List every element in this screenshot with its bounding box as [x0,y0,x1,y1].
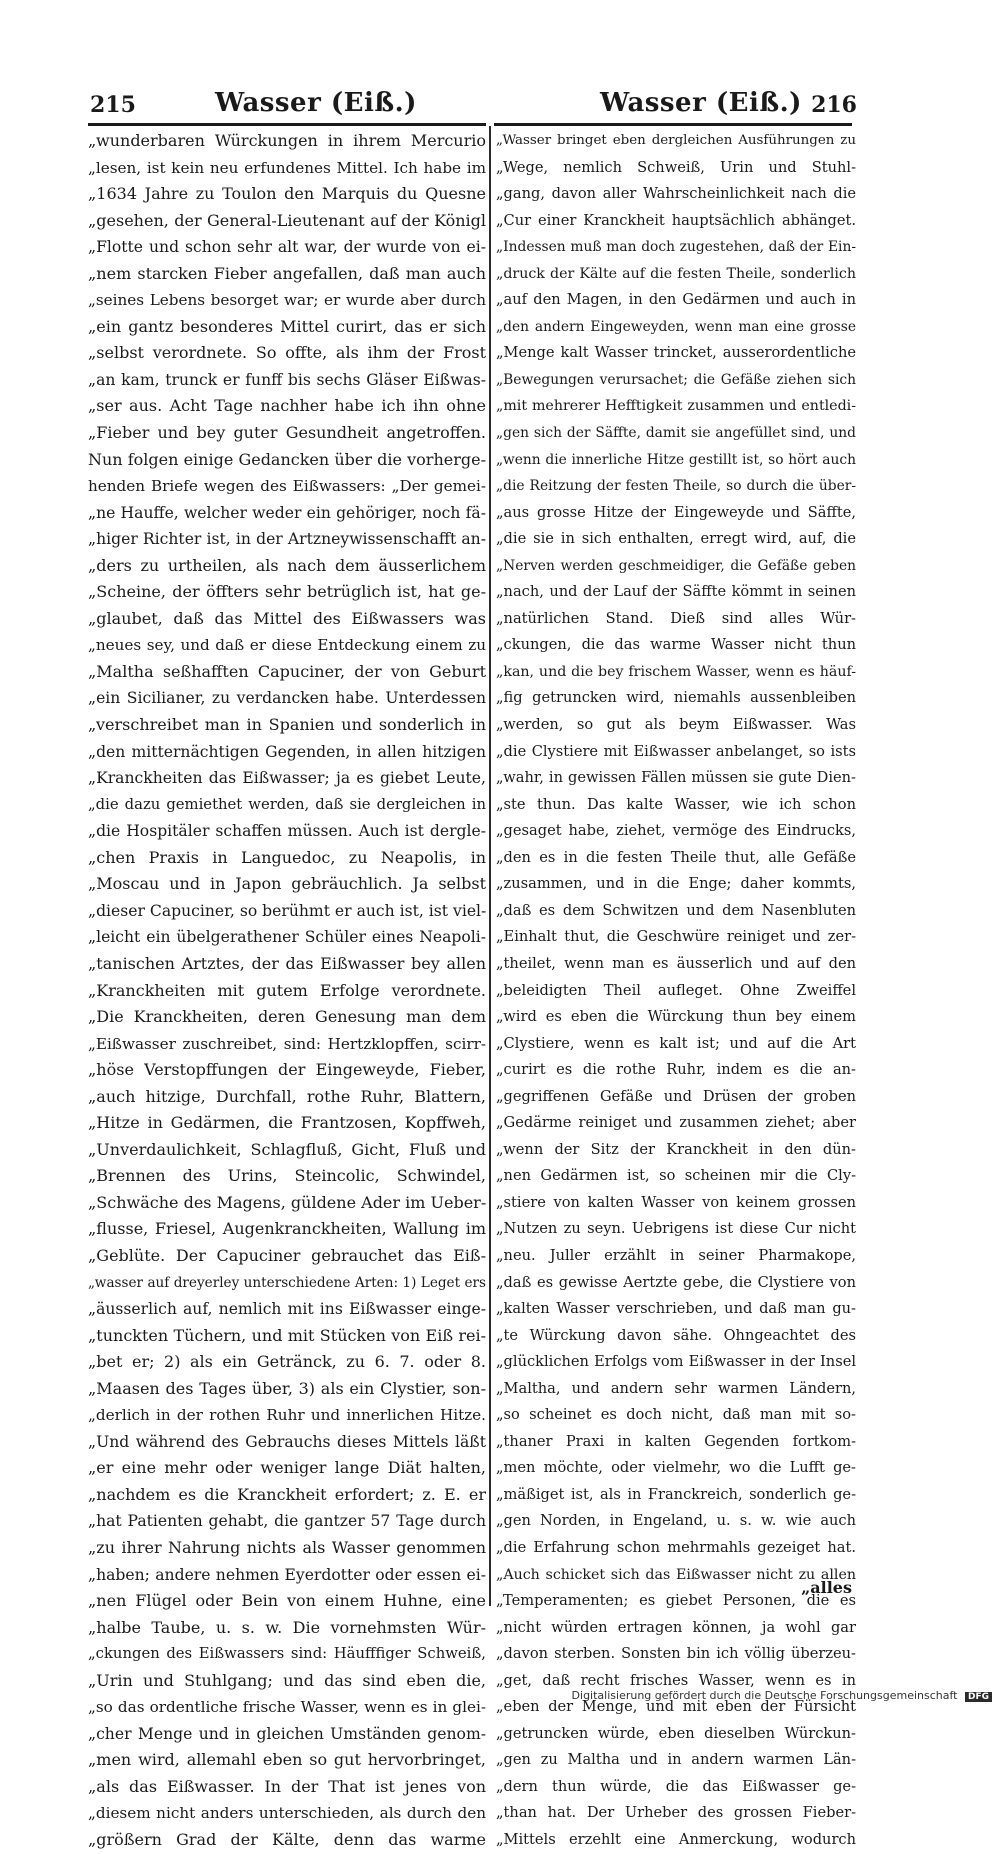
text-line: „cher Menge und in gleichen Umständen genom- [88,1724,486,1743]
text-line: „die Clystiere mit Eißwasser anbelanget, so ists [496,742,856,760]
catchword: „alles [801,1578,852,1597]
text-line: „gesehen, der General-Lieutenant auf der Königl [88,210,486,230]
text-line: „diesem nicht anders unterschieden, als durch den [88,1804,486,1823]
text-line: „wunderbaren Würckungen in ihrem Mercurio [88,131,486,150]
text-line: „den andern Eingeweyden, wenn man eine grosse [496,318,856,335]
text-line: „Menge kalt Wasser trincket, ausserordentliche [496,344,856,362]
right-page-header [490,84,855,124]
text-line: „aus grosse Hitze der Eingeweyde und Säffte, [496,503,856,521]
text-line: „Maasen des Tages über, 3) als ein Clystier, son- [88,1378,486,1398]
left-page-number: 215 [90,92,136,118]
text-line: „haben; andere nehmen Eyerdotter oder essen ei- [88,1565,486,1584]
column-divider [489,126,491,1606]
text-line: „Nutzen zu seyn. Uebrigens ist diese Cur nicht [496,1220,856,1238]
left-running-head: Wasser (Eiß.) [215,88,417,118]
text-line: „höse Verstopffungen der Eingeweyde, Fieber, [88,1060,486,1080]
text-line: „Schwäche des Magens, güldene Ader im Ueber- [88,1192,486,1212]
text-line: „wasser auf dreyerley unterschiedene Arten: 1) Leget ers [88,1274,486,1291]
text-line: „ste thun. Das kalte Wasser, wie ich schon [496,795,856,813]
text-line: „selbst verordnete. So offte, als ihm der Frost [88,343,486,363]
text-line: „chen Praxis in Languedoc, zu Neapolis, in [88,847,486,867]
text-line: „Scheine, der öffters sehr betrüglich ist, hat ge- [88,582,486,602]
text-line: „mäßiget ist, als in Franckreich, sonderlich ge- [496,1485,856,1503]
text-line: „fig getruncken wird, niemahls aussenbleiben [496,689,856,707]
text-line: „nem starcken Fieber angefallen, daß man auch [88,263,486,283]
text-line: „dern thun würde, die das Eißwasser ge- [496,1777,856,1795]
text-line: „die Reitzung der festen Theile, so durch die über- [496,478,856,495]
text-line: „die dazu gemiethet werden, daß sie dergleichen in [88,795,486,813]
text-line: „Eißwasser zuschreibet, sind: Hertzklopffen, scirr- [88,1034,486,1053]
text-line: „derlich in der rothen Ruhr und innerlichen Hitze. [88,1406,486,1425]
text-line: „Wege, nemlich Schweiß, Urin und Stuhl- [496,158,856,176]
text-line: „Auch schicket sich das Eißwasser nicht zu allen [496,1566,856,1583]
text-line: „wahr, in gewissen Fällen müssen sie gute Dien- [496,769,856,787]
text-line: „Bewegungen verursachet; die Gefäße ziehen sich [496,371,856,388]
text-line: „glaubet, daß das Mittel des Eißwassers was [88,608,486,628]
text-line: „te Würckung davon sähe. Ohngeachtet des [496,1326,856,1344]
text-line: henden Briefe wegen des Eißwassers: „Der gemei- [88,477,486,496]
text-line: „kan, und die bey frischem Wasser, wenn es häuf- [496,663,856,680]
text-line: „Flotte und schon sehr alt war, der wurde von ei- [88,238,486,257]
text-line: Nun folgen einige Gedancken über die vorherge- [88,449,486,469]
text-line: „neues sey, und daß er diese Entdeckung einem zu [88,636,486,655]
text-line: „nen Gedärmen ist, so scheinen mir die Cly- [496,1167,856,1185]
text-line: „tanischen Artztes, der das Eißwasser bey allen [88,953,486,973]
text-line: „so das ordentliche frische Wasser, wenn es in glei- [88,1698,486,1717]
text-line: „ckungen, die das warme Wasser nicht thun [496,636,856,654]
text-line: „natürlichen Stand. Dieß sind alles Wür- [496,609,856,627]
text-line: „er eine mehr oder weniger lange Diät halten, [88,1458,486,1478]
text-line: „ein gantz besonderes Mittel curirt, das er sich [88,316,486,336]
text-line: „theilet, wenn man es äusserlich und auf den [496,954,856,972]
left-text-column [88,128,486,1854]
text-line: „nach, und der Lauf der Säffte kömmt in seinen [496,583,856,601]
text-line: „men möchte, oder vielmehr, wo die Lufft ge- [496,1459,856,1477]
text-line: „auch hitzige, Durchfall, rothe Ruhr, Blattern, [88,1086,486,1106]
text-line: „Cur einer Kranckheit hauptsächlich abhänget. [496,211,856,229]
text-line: „Und während des Gebrauchs dieses Mittels läßt [88,1432,486,1451]
text-line: „leicht ein übelgerathener Schüler eines Neapoli- [88,928,486,947]
digitization-footer [572,1689,992,1702]
text-line: „tunckten Tüchern, und mit Stücken von Eiß rei- [88,1325,486,1345]
right-page-number: 216 [811,92,857,118]
text-line: „Temperamenten; es giebet Personen, die es [496,1592,856,1610]
text-line: „curirt es die rothe Ruhr, indem es die an- [496,1061,856,1079]
text-line: „men wird, allemahl eben so gut hervorbringet, [88,1750,486,1770]
text-line: „Moscau und in Japon gebräuchlich. Ja selbst [88,874,486,894]
text-line: „thaner Praxi in kalten Gegenden fortkom- [496,1432,856,1450]
text-line: „größern Grad der Kälte, denn das warme [88,1830,486,1849]
text-line: „Maltha seßhafften Capuciner, der von Geburt [88,661,486,681]
text-line: „Brennen des Urins, Steincolic, Schwindel, [88,1166,486,1186]
text-line: „Hitze in Gedärmen, die Frantzosen, Kopffweh, [88,1113,486,1133]
text-line: „gegriffenen Gefäße und Drüsen der groben [496,1087,856,1105]
text-line: „Clystiere, wenn es kalt ist; und auf die Art [496,1034,856,1052]
text-line: „nen Flügel oder Bein von einem Huhne, eine [88,1591,486,1611]
text-line: „wird es eben die Würckung thun bey einem [496,1008,856,1026]
text-line: „than hat. Der Urheber des grossen Fieber- [496,1804,856,1822]
text-line: „als das Eißwasser. In der That ist jenes von [88,1776,486,1796]
text-line: „gen Norden, in Engeland, u. s. w. wie auch [496,1512,856,1530]
text-line: „Geblüte. Der Capuciner gebrauchet das Eiß- [88,1245,486,1265]
left-page-header [80,84,490,124]
text-line: „Wasser bringet eben dergleichen Ausführungen zu [496,133,856,148]
text-line: „ser aus. Acht Tage nachher habe ich ihn ohne [88,396,486,416]
text-line: „Indessen muß man doch zugestehen, daß der Ein- [496,239,856,256]
text-line: „davon sterben. Sonsten bin ich völlig überzeu- [496,1645,856,1663]
text-line: „dieser Capuciner, so berühmt er auch ist, ist viel- [88,901,486,920]
text-line: „hat Patienten gehabt, die gantzer 57 Tage durch [88,1512,486,1531]
right-running-head: Wasser (Eiß.) [600,88,802,118]
text-line: „Kranckheiten mit gutem Erfolge verordnete. [88,980,486,1000]
text-line: „stiere von kalten Wasser von keinem grossen [496,1193,856,1211]
text-line: „verschreibet man in Spanien und sonderlich in [88,715,486,735]
text-line: „ein Sicilianer, zu verdancken habe. Unterdessen [88,689,486,708]
text-line: „die Hospitäler schaffen müssen. Auch ist dergle- [88,822,486,841]
text-line: „glücklichen Erfolgs vom Eißwasser in der Insel [496,1353,856,1371]
text-line: „Urin und Stuhlgang; und das sind eben die, [88,1670,486,1690]
text-line: „die Erfahrung schon mehrmahls gezeiget hat. [496,1538,856,1556]
text-line: „Unverdaulichkeit, Schlagfluß, Gicht, Fluß und [88,1139,486,1159]
dfg-logo: DFG [965,1692,992,1702]
text-line: „gen zu Maltha und in andern warmen Län- [496,1751,856,1769]
text-line: „getruncken würde, eben dieselben Würckun- [496,1724,856,1742]
text-line: „halbe Taube, u. s. w. Die vornehmsten Wür- [88,1617,486,1637]
text-line: „flusse, Friesel, Augenkranckheiten, Wallung im [88,1219,486,1239]
text-line: „ckungen des Eißwassers sind: Häufffiger Schweiß, [88,1645,486,1663]
text-line: „beleidigten Theil aufleget. Ohne Zweiffel [496,981,856,999]
text-line: „daß es gewisse Aertzte gebe, die Clystiere von [496,1273,856,1291]
text-line: „an kam, trunck er funff bis sechs Gläser Eißwas- [88,370,486,389]
text-line: „zusammen, und in die Enge; daher kommts, [496,875,856,893]
text-line: „den mitternächtigen Gegenden, in allen hitzigen [88,742,486,761]
text-line: „zu ihrer Nahrung nichts als Wasser genommen [88,1537,486,1557]
text-line: „nicht würden ertragen können, ja wohl gar [496,1618,856,1636]
text-line: „Einhalt thut, die Geschwüre reiniget und zer- [496,928,856,946]
text-line: „druck der Kälte auf die festen Theile, sonderlich [496,265,856,282]
text-line: „nachdem es die Kranckheit erfordert; z. E. er [88,1484,486,1504]
text-line: „Die Kranckheiten, deren Genesung man dem [88,1007,486,1027]
text-line: „neu. Juller erzählt in seiner Pharmakope, [496,1246,856,1264]
text-line: „gen sich der Säffte, damit sie angefüllet sind, und [496,425,856,442]
right-header-rule [494,123,852,126]
text-line: „get, daß recht frisches Wasser, wenn es in [496,1671,856,1689]
text-line: „ders zu urtheilen, als nach dem äusserlichem [88,555,486,575]
text-line: „werden, so gut als beym Eißwasser. Was [496,716,856,734]
text-line: „Maltha, und andern sehr warmen Ländern, [496,1379,856,1397]
text-line: „bet er; 2) als ein Getränck, zu 6. 7. oder 8. [88,1352,486,1372]
text-line: „seines Lebens besorget war; er wurde aber durch [88,291,486,310]
text-line: „Gedärme reiniget und zusammen ziehet; aber [496,1114,856,1132]
text-line: „Kranckheiten das Eißwasser; ja es giebet Leute, [88,769,486,788]
text-line: „wenn die innerliche Hitze gestillt ist, so hört auch [496,451,856,468]
text-line: „äusserlich auf, nemlich mit ins Eißwasser einge- [88,1300,486,1319]
text-line: „ne Hauffe, welcher weder ein gehöriger, noch fä- [88,503,486,522]
text-line: „so scheinet es doch nicht, daß man mit so- [496,1406,856,1424]
text-line: „Nerven werden geschmeidiger, die Gefäße geben [496,557,856,574]
text-line: „lesen, ist kein neu erfundenes Mittel. Ich habe im [88,158,486,177]
text-line: „Mittels erzehlt eine Anmerckung, wodurch [496,1831,856,1848]
text-line: „higer Richter ist, in der Artzneywissenschafft an- [88,530,486,549]
text-line: „auf den Magen, in den Gedärmen und auch in [496,291,856,309]
text-line: „kalten Wasser verschrieben, und daß man gu- [496,1300,856,1318]
text-line: „die sie in sich enthalten, erregt wird, auf, die [496,530,856,548]
text-line: „Fieber und bey guter Gesundheit angetroffen. [88,423,486,443]
text-line: „daß es dem Schwitzen und dem Nasenbluten [496,901,856,919]
text-line: „1634 Jahre zu Toulon den Marquis du Quesne [88,184,486,204]
left-header-rule [88,123,486,126]
text-line: „gang, davon aller Wahrscheinlichkeit nach die [496,185,856,203]
text-line: „den es in die festen Theile thut, alle Gefäße [496,848,856,866]
text-line: „mit mehrerer Hefftigkeit zusammen und entledi- [496,398,856,415]
funding-notice: Digitalisierung gefördert durch die Deutsche Forschungsgemeinschaft [571,1689,958,1702]
text-line: „eben der Menge, und mit eben der Fürsicht [496,1698,856,1716]
text-line: „gesaget habe, ziehet, vermöge des Eindrucks, [496,822,856,840]
text-line: „wenn der Sitz der Kranckheit in den dün- [496,1140,856,1158]
